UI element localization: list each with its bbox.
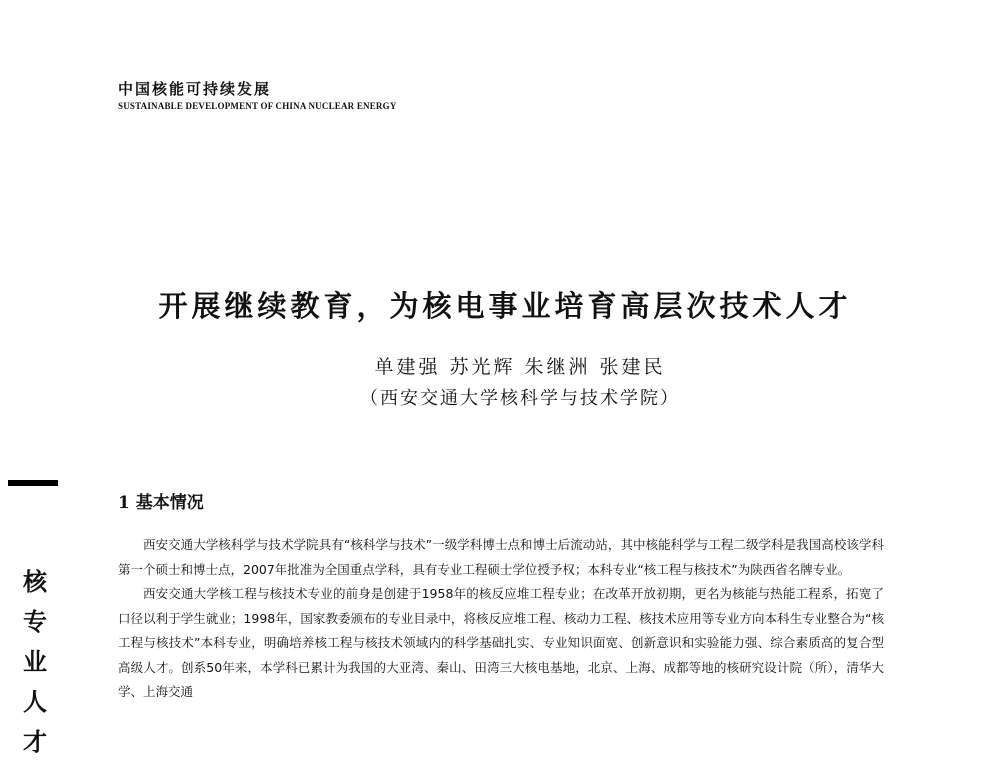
journal-header-english: SUSTAINABLE DEVELOPMENT OF CHINA NUCLEAR ENERGY — [118, 101, 397, 111]
section-body — [118, 533, 884, 705]
article-title: 开展继续教育，为核电事业培育高层次技术人才 — [158, 289, 852, 323]
side-section-label — [20, 562, 50, 762]
side-label-char: 核 — [23, 567, 47, 596]
side-label-char: 专 — [23, 607, 47, 636]
journal-header-chinese: 中国核能可持续发展 — [118, 80, 272, 98]
side-tab-bar — [8, 480, 58, 486]
article-authors: 单建强 苏光辉 朱继洲 张建民 — [374, 356, 666, 378]
body-paragraph: 西安交通大学核科学与技术学院具有“核科学与技术”一级学科博士点和博士后流动站，其中核能科学与工程二级学科是我国高校该学科第一个硕士和博士点，2007年批准为全国重点学科，具有专业工程硕士学位授予权；本科专业“核工程与核技术”为陕西省名牌专业。 — [118, 537, 884, 577]
side-label-char: 才 — [23, 727, 47, 756]
side-label-char: 业 — [23, 647, 47, 676]
section-heading: 1 基本情况 — [118, 493, 204, 513]
author-affiliation: （西安交通大学核科学与技术学院） — [360, 388, 680, 409]
side-label-char: 人 — [23, 687, 47, 716]
body-paragraph: 西安交通大学核工程与核技术专业的前身是创建于1958年的核反应堆工程专业；在改革开放初期，更名为核能与热能工程系，拓宽了口径以利于学生就业；1998年，国家教委颁布的专业目录中，将核反应堆工程、核动力工程、核技术应用等专业方向本科生专业整合为“核工程与核技术”本科专业，明确培养核工程与核技术领域内的科学基础扎实、专业知识面宽、创新意识和实验能力强、综合素质高的复合型高级人才。创系50年来，本学科已累计为我国的大亚湾、秦山、田湾三大核电基地，北京、上海、成都等地的核研究设计院（所），清华大学、上海交通 — [118, 586, 884, 699]
